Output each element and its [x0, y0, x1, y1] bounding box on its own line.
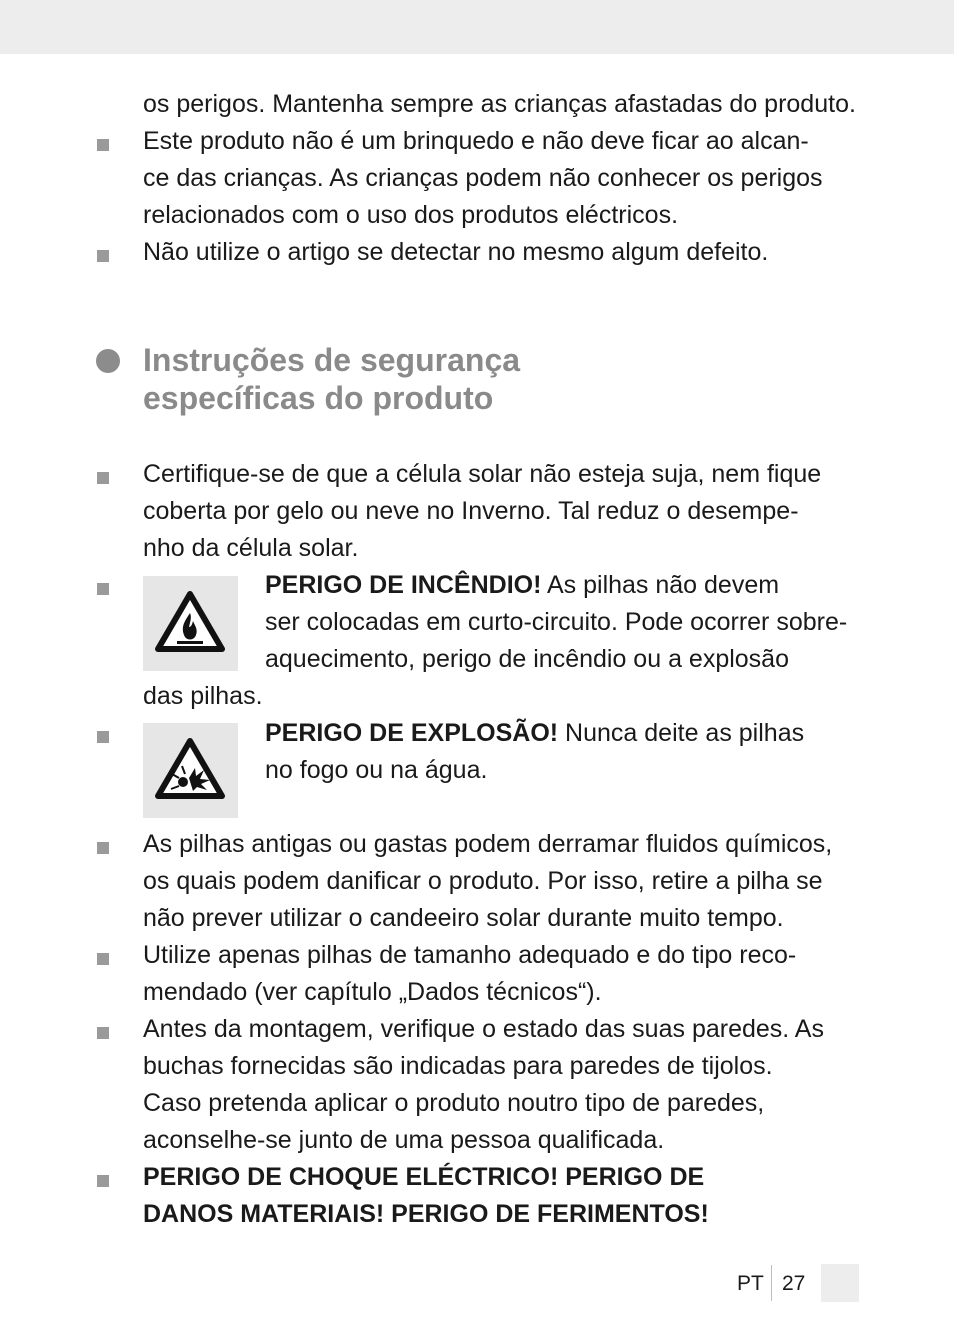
shock-danger-line: PERIGO DE CHOQUE ELÉCTRICO! PERIGO DE — [143, 1163, 705, 1191]
shock-danger-line: DANOS MATERIAIS! PERIGO DE FERIMENTOS! — [143, 1200, 709, 1228]
footer-tab-block — [821, 1264, 859, 1302]
text-line: Este produto não é um brinquedo e não deve ficar ao alcan- — [143, 127, 809, 155]
text-line — [265, 715, 865, 752]
text-line: coberta por gelo ou neve no Inverno. Tal reduz o desempe- — [143, 497, 799, 525]
fire-warning-box — [143, 576, 238, 671]
list-bullet — [97, 953, 109, 965]
list-bullet — [97, 250, 109, 262]
list-bullet — [97, 1027, 109, 1039]
text-line: Antes da montagem, verifique o estado das suas paredes. As — [143, 1015, 824, 1043]
list-bullet — [97, 583, 109, 595]
text-line: aconselhe-se junto de uma pessoa qualificada. — [143, 1126, 665, 1154]
page-number: 27 — [782, 1272, 806, 1295]
list-bullet — [97, 139, 109, 151]
text-line: Certifique-se de que a célula solar não esteja suja, nem fique — [143, 460, 822, 488]
text-line: mendado (ver capítulo „Dados técnicos“). — [143, 978, 602, 1006]
footer-divider — [771, 1265, 772, 1301]
explosion-text: Nunca deite as pilhas — [558, 719, 805, 747]
explosion-danger-label: PERIGO DE EXPLOSÃO! — [265, 719, 559, 747]
text-line: relacionados com o uso dos produtos eléctricos. — [143, 201, 679, 229]
list-bullet — [97, 731, 109, 743]
text-line: os perigos. Mantenha sempre as crianças afastadas do produto. — [143, 90, 856, 118]
explosion-warning-box — [143, 723, 238, 818]
text-line: Caso pretenda aplicar o produto noutro tipo de paredes, — [143, 1089, 765, 1117]
text-line: das pilhas. — [143, 682, 263, 710]
footer-language: PT — [737, 1272, 764, 1295]
header-band — [0, 0, 954, 54]
text-line: os quais podem danificar o produto. Por isso, retire a pilha se — [143, 867, 823, 895]
explosion-warning-icon — [155, 738, 225, 800]
text-line: aquecimento, perigo de incêndio ou a explosão — [265, 645, 789, 673]
section-heading — [143, 341, 520, 417]
text-line: não prever utilizar o candeeiro solar durante muito tempo. — [143, 904, 784, 932]
text-line: Utilize apenas pilhas de tamanho adequado e do tipo reco- — [143, 941, 797, 969]
text-line: no fogo ou na água. — [265, 756, 488, 784]
list-bullet — [97, 842, 109, 854]
text-line — [265, 567, 865, 604]
fire-warning-icon — [155, 591, 225, 653]
fire-danger-label: PERIGO DE INCÊNDIO! — [265, 571, 542, 599]
heading-bullet — [96, 349, 120, 373]
heading-line-1: Instruções de segurança — [143, 342, 521, 378]
text-line: ser colocadas em curto-circuito. Pode ocorrer sobre- — [265, 608, 848, 636]
list-bullet — [97, 472, 109, 484]
list-bullet — [97, 1175, 109, 1187]
heading-line-2: específicas do produto — [143, 380, 494, 416]
text-line: nho da célula solar. — [143, 534, 359, 562]
text-line: ce das crianças. As crianças podem não conhecer os perigos — [143, 164, 823, 192]
text-line: As pilhas antigas ou gastas podem derramar fluidos químicos, — [143, 830, 833, 858]
fire-text: As pilhas não devem — [541, 571, 780, 599]
text-line: Não utilize o artigo se detectar no mesmo algum defeito. — [143, 238, 769, 266]
text-line: buchas fornecidas são indicadas para paredes de tijolos. — [143, 1052, 773, 1080]
